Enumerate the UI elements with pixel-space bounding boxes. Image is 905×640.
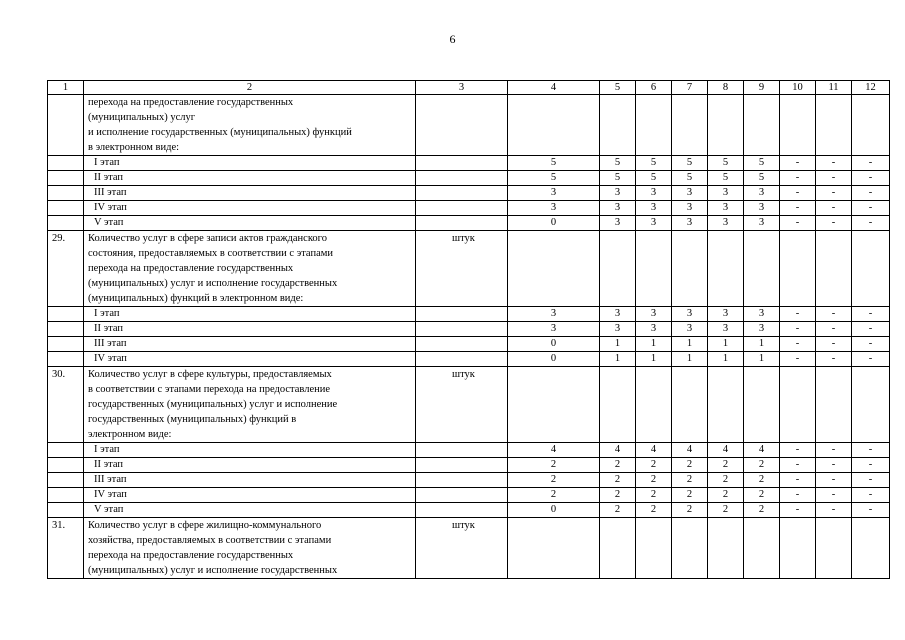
stage-value: 2 — [508, 473, 600, 488]
stage-unit-cell — [416, 307, 508, 322]
empty-cell — [852, 231, 890, 307]
stage-label: I этап — [84, 307, 416, 322]
stage-label: IV этап — [84, 488, 416, 503]
stage-value: 2 — [636, 488, 672, 503]
stage-unit-cell — [416, 171, 508, 186]
stage-value: 5 — [672, 171, 708, 186]
indicator-text — [84, 367, 416, 443]
stage-value: 0 — [508, 503, 600, 518]
empty-cell — [852, 518, 890, 579]
stage-value: - — [816, 352, 852, 367]
stage-value: 3 — [600, 307, 636, 322]
stage-value: - — [780, 186, 816, 201]
indicator-unit — [416, 95, 508, 156]
stage-value: 5 — [508, 171, 600, 186]
empty-cell — [708, 367, 744, 443]
empty-cell — [780, 231, 816, 307]
empty-cell — [816, 367, 852, 443]
stage-value: 5 — [508, 156, 600, 171]
stage-value: 1 — [600, 337, 636, 352]
stage-number-cell — [48, 337, 84, 352]
column-header: 1 — [48, 81, 84, 95]
stage-number-cell — [48, 322, 84, 337]
stage-value: - — [780, 458, 816, 473]
empty-cell — [636, 518, 672, 579]
stage-value: 4 — [600, 443, 636, 458]
stage-value: 3 — [744, 216, 780, 231]
stage-value: 3 — [636, 201, 672, 216]
empty-cell — [600, 95, 636, 156]
stage-value: 3 — [636, 322, 672, 337]
stage-value: 3 — [708, 322, 744, 337]
stage-value: 1 — [744, 337, 780, 352]
stage-value: - — [780, 352, 816, 367]
stage-value: 3 — [708, 201, 744, 216]
indicator-text-line: в электронном виде: — [88, 142, 180, 153]
stage-value: 3 — [636, 307, 672, 322]
stage-value: - — [780, 443, 816, 458]
stage-label: I этап — [84, 156, 416, 171]
empty-cell — [600, 518, 636, 579]
stage-value: 2 — [600, 503, 636, 518]
empty-cell — [708, 231, 744, 307]
stage-unit-cell — [416, 503, 508, 518]
stage-value: 3 — [744, 186, 780, 201]
stage-number-cell — [48, 443, 84, 458]
indicator-row — [48, 231, 890, 307]
stage-unit-cell — [416, 322, 508, 337]
column-header: 9 — [744, 81, 780, 95]
empty-cell — [852, 95, 890, 156]
stage-value: 3 — [636, 216, 672, 231]
stage-value: 1 — [744, 352, 780, 367]
stage-value: 1 — [708, 352, 744, 367]
stage-value: 3 — [600, 186, 636, 201]
stage-value: - — [816, 458, 852, 473]
stage-unit-cell — [416, 201, 508, 216]
stage-unit-cell — [416, 443, 508, 458]
stage-value: 5 — [600, 156, 636, 171]
stage-row — [48, 156, 890, 171]
stage-value: - — [852, 443, 890, 458]
stage-label: III этап — [84, 337, 416, 352]
indicator-text — [84, 231, 416, 307]
stage-value: - — [780, 156, 816, 171]
empty-cell — [816, 95, 852, 156]
stage-number-cell — [48, 503, 84, 518]
stage-row — [48, 503, 890, 518]
indicator-text-line: Количество услуг в сфере жилищно-коммунального — [88, 520, 322, 531]
stage-value: 3 — [672, 322, 708, 337]
stage-row — [48, 443, 890, 458]
stage-row — [48, 352, 890, 367]
stage-label: IV этап — [84, 352, 416, 367]
stage-value: 3 — [744, 307, 780, 322]
stage-label: II этап — [84, 322, 416, 337]
stage-value: - — [780, 201, 816, 216]
stage-number-cell — [48, 216, 84, 231]
stage-value: 0 — [508, 216, 600, 231]
stage-value: 3 — [508, 186, 600, 201]
stage-value: 2 — [600, 488, 636, 503]
stage-unit-cell — [416, 488, 508, 503]
stage-label: III этап — [84, 186, 416, 201]
indicator-text-line: состояния, предоставляемых в соответствии с этапами — [88, 248, 333, 259]
stage-value: 2 — [508, 458, 600, 473]
stage-number-cell — [48, 307, 84, 322]
indicator-text-line: хозяйства, предоставляемых в соответствии с этапами — [88, 535, 332, 546]
indicator-text-line: государственных (муниципальных) услуг и исполнение — [88, 399, 338, 410]
empty-cell — [672, 95, 708, 156]
stage-value: 5 — [636, 156, 672, 171]
stage-value: 2 — [708, 473, 744, 488]
stage-value: 2 — [708, 458, 744, 473]
stage-value: 5 — [636, 171, 672, 186]
empty-cell — [508, 367, 600, 443]
header-row — [48, 81, 890, 95]
stage-value: 3 — [672, 201, 708, 216]
stage-value: 3 — [744, 201, 780, 216]
indicator-unit: штук — [416, 518, 508, 579]
column-header: 12 — [852, 81, 890, 95]
indicator-text-line: Количество услуг в сфере записи актов гражданского — [88, 233, 327, 244]
stage-value: - — [780, 307, 816, 322]
stage-value: 2 — [744, 503, 780, 518]
stage-value: - — [780, 216, 816, 231]
empty-cell — [744, 518, 780, 579]
stage-value: 3 — [600, 322, 636, 337]
stage-value: - — [780, 473, 816, 488]
stage-value: 2 — [744, 458, 780, 473]
empty-cell — [600, 231, 636, 307]
indicator-number: 30. — [48, 367, 84, 443]
stage-label: V этап — [84, 503, 416, 518]
stage-value: - — [852, 473, 890, 488]
empty-cell — [816, 518, 852, 579]
stage-value: 2 — [672, 488, 708, 503]
stage-value: 2 — [744, 473, 780, 488]
stage-value: - — [852, 307, 890, 322]
stage-label: IV этап — [84, 201, 416, 216]
stage-value: - — [816, 156, 852, 171]
indicator-number: 29. — [48, 231, 84, 307]
stage-value: 3 — [744, 322, 780, 337]
empty-cell — [780, 95, 816, 156]
stage-value: 4 — [672, 443, 708, 458]
stage-value: 3 — [636, 186, 672, 201]
stage-value: 3 — [600, 201, 636, 216]
indicator-text-line: перехода на предоставление государственных — [88, 263, 294, 274]
column-header: 3 — [416, 81, 508, 95]
stage-number-cell — [48, 458, 84, 473]
stage-value: - — [852, 156, 890, 171]
stage-value: - — [852, 322, 890, 337]
stage-value: 5 — [600, 171, 636, 186]
column-header: 2 — [84, 81, 416, 95]
stage-value: - — [816, 216, 852, 231]
stage-row — [48, 201, 890, 216]
stage-number-cell — [48, 352, 84, 367]
stage-value: - — [780, 337, 816, 352]
stage-value: 2 — [708, 488, 744, 503]
stage-label: II этап — [84, 458, 416, 473]
column-header: 10 — [780, 81, 816, 95]
indicator-text-line: (муниципальных) услуг — [88, 112, 196, 123]
indicator-text-line: (муниципальных) функций в электронном виде: — [88, 293, 304, 304]
stage-value: 2 — [636, 458, 672, 473]
stage-value: 3 — [600, 216, 636, 231]
stage-unit-cell — [416, 337, 508, 352]
stage-number-cell — [48, 473, 84, 488]
indicator-unit: штук — [416, 231, 508, 307]
indicator-text-line: в соответствии с этапами перехода на предоставление — [88, 384, 331, 395]
stage-value: 2 — [508, 488, 600, 503]
stage-value: - — [852, 503, 890, 518]
indicator-text-line: (муниципальных) услуг и исполнение государственных — [88, 565, 338, 576]
stage-value: - — [816, 171, 852, 186]
stage-row — [48, 473, 890, 488]
stage-value: 5 — [744, 156, 780, 171]
stage-value: 3 — [508, 201, 600, 216]
stage-value: 2 — [636, 503, 672, 518]
stage-row — [48, 458, 890, 473]
stage-row — [48, 307, 890, 322]
stage-value: 0 — [508, 337, 600, 352]
empty-cell — [672, 367, 708, 443]
stage-value: - — [816, 322, 852, 337]
column-header: 5 — [600, 81, 636, 95]
stage-value: 3 — [672, 186, 708, 201]
column-header: 8 — [708, 81, 744, 95]
stage-value: - — [816, 201, 852, 216]
empty-cell — [636, 231, 672, 307]
stage-value: - — [816, 186, 852, 201]
indicator-number: 31. — [48, 518, 84, 579]
empty-cell — [744, 367, 780, 443]
stage-label: I этап — [84, 443, 416, 458]
empty-cell — [636, 95, 672, 156]
stage-value: - — [852, 488, 890, 503]
stage-value: 4 — [508, 443, 600, 458]
stage-label: II этап — [84, 171, 416, 186]
indicator-text-line: электронном виде: — [88, 429, 172, 440]
stage-value: - — [816, 488, 852, 503]
stage-row — [48, 337, 890, 352]
indicator-text-line: перехода на предоставление государственных — [88, 97, 294, 108]
empty-cell — [708, 518, 744, 579]
indicator-unit: штук — [416, 367, 508, 443]
stage-value: - — [780, 322, 816, 337]
stage-value: 1 — [636, 337, 672, 352]
stage-value: - — [852, 216, 890, 231]
indicator-text-line: государственных (муниципальных) функций в — [88, 414, 297, 425]
stage-value: 1 — [600, 352, 636, 367]
stage-value: 2 — [600, 458, 636, 473]
stage-value: 2 — [672, 503, 708, 518]
stage-label: III этап — [84, 473, 416, 488]
stage-value: 4 — [708, 443, 744, 458]
empty-cell — [600, 367, 636, 443]
stage-label: V этап — [84, 216, 416, 231]
indicator-text-line: и исполнение государственных (муниципальных) функций — [88, 127, 352, 138]
column-header: 11 — [816, 81, 852, 95]
stage-value: 3 — [672, 307, 708, 322]
stage-value: 2 — [636, 473, 672, 488]
stage-row — [48, 216, 890, 231]
stage-value: 3 — [708, 307, 744, 322]
indicator-row — [48, 518, 890, 579]
stage-unit-cell — [416, 216, 508, 231]
empty-cell — [744, 231, 780, 307]
stage-number-cell — [48, 201, 84, 216]
empty-cell — [672, 231, 708, 307]
stage-value: 3 — [508, 307, 600, 322]
stage-row — [48, 186, 890, 201]
stage-number-cell — [48, 171, 84, 186]
indicator-text — [84, 518, 416, 579]
empty-cell — [816, 231, 852, 307]
stage-value: 3 — [508, 322, 600, 337]
empty-cell — [708, 95, 744, 156]
empty-cell — [672, 518, 708, 579]
empty-cell — [744, 95, 780, 156]
stage-value: - — [852, 458, 890, 473]
column-header: 6 — [636, 81, 672, 95]
stage-value: 1 — [672, 337, 708, 352]
indicator-text-line: (муниципальных) услуг и исполнение государственных — [88, 278, 338, 289]
stage-value: 1 — [708, 337, 744, 352]
stage-value: 0 — [508, 352, 600, 367]
stage-unit-cell — [416, 186, 508, 201]
stage-value: 5 — [708, 171, 744, 186]
page-number: 6 — [449, 32, 456, 46]
stage-value: - — [852, 352, 890, 367]
empty-cell — [636, 367, 672, 443]
stage-value: - — [816, 503, 852, 518]
stage-row — [48, 322, 890, 337]
stage-value: 5 — [672, 156, 708, 171]
stage-value: 2 — [672, 473, 708, 488]
stage-unit-cell — [416, 458, 508, 473]
column-header: 7 — [672, 81, 708, 95]
indicator-row — [48, 95, 890, 156]
stage-value: 2 — [708, 503, 744, 518]
stage-value: - — [816, 473, 852, 488]
indicator-text — [84, 95, 416, 156]
empty-cell — [508, 95, 600, 156]
stage-value: - — [852, 186, 890, 201]
stage-value: 4 — [636, 443, 672, 458]
stage-unit-cell — [416, 156, 508, 171]
stage-value: - — [852, 337, 890, 352]
stage-number-cell — [48, 488, 84, 503]
indicator-row — [48, 367, 890, 443]
stage-value: 5 — [744, 171, 780, 186]
empty-cell — [780, 518, 816, 579]
indicator-text-line: Количество услуг в сфере культуры, предоставляемых — [88, 369, 332, 380]
stage-value: 5 — [708, 156, 744, 171]
stage-value: 3 — [708, 186, 744, 201]
indicator-table — [47, 80, 890, 579]
stage-row — [48, 171, 890, 186]
empty-cell — [508, 518, 600, 579]
stage-value: 3 — [672, 216, 708, 231]
stage-number-cell — [48, 186, 84, 201]
empty-cell — [852, 367, 890, 443]
stage-value: 4 — [744, 443, 780, 458]
stage-value: - — [780, 503, 816, 518]
indicator-number — [48, 95, 84, 156]
stage-value: 1 — [672, 352, 708, 367]
empty-cell — [780, 367, 816, 443]
stage-unit-cell — [416, 473, 508, 488]
stage-value: 2 — [672, 458, 708, 473]
column-header: 4 — [508, 81, 600, 95]
empty-cell — [508, 231, 600, 307]
stage-unit-cell — [416, 352, 508, 367]
stage-number-cell — [48, 156, 84, 171]
stage-value: - — [780, 171, 816, 186]
stage-value: 2 — [600, 473, 636, 488]
stage-value: - — [780, 488, 816, 503]
stage-value: - — [852, 201, 890, 216]
stage-value: 3 — [708, 216, 744, 231]
indicator-text-line: перехода на предоставление государственных — [88, 550, 294, 561]
stage-value: - — [816, 443, 852, 458]
stage-value: - — [852, 171, 890, 186]
stage-value: - — [816, 337, 852, 352]
stage-row — [48, 488, 890, 503]
stage-value: - — [816, 307, 852, 322]
stage-value: 2 — [744, 488, 780, 503]
stage-value: 1 — [636, 352, 672, 367]
